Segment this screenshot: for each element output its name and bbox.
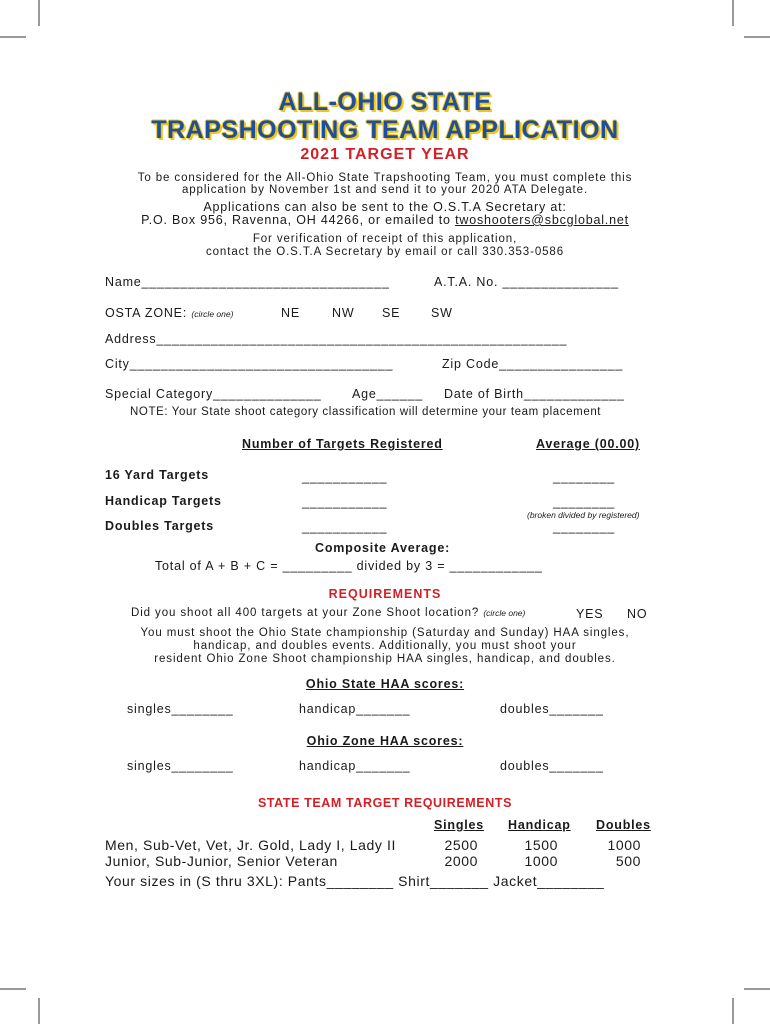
state-doubles-field[interactable]: doubles_______ <box>500 702 604 716</box>
crop-mark <box>38 0 40 26</box>
category-note: NOTE: Your State shoot category classification will determine your team placement <box>130 406 602 418</box>
team-row-label: Men, Sub-Vet, Vet, Jr. Gold, Lady I, Lady II <box>105 837 396 853</box>
requirements-body-3: resident Ohio Zone Shoot championship HAA singles, handicap, and doubles. <box>154 653 616 665</box>
team-row-handicap: 1500 <box>524 837 558 853</box>
crop-mark <box>744 36 770 38</box>
target-year: 2021 TARGET YEAR <box>300 146 470 163</box>
intro-line-2: application by November 1st and send it to your 2020 ATA Delegate. <box>181 184 589 196</box>
ohio-zone-haa-heading: Ohio Zone HAA scores: <box>306 734 464 748</box>
requirements-body-1: You must shoot the Ohio State championship (Saturday and Sunday) HAA singles, <box>140 627 630 639</box>
registered-doubles-field[interactable]: ___________ <box>302 520 388 534</box>
ohio-state-haa-heading: Ohio State HAA scores: <box>305 677 465 691</box>
zone-option-sw[interactable]: SW <box>431 306 453 320</box>
target-row-label: Doubles Targets <box>105 519 215 533</box>
crop-mark <box>732 998 734 1024</box>
answer-yes[interactable]: YES <box>576 607 604 621</box>
composite-average-label: Composite Average: <box>315 541 451 555</box>
composite-total-field[interactable]: Total of A + B + C = _________ divided by 3 = ____________ <box>155 559 543 573</box>
crop-mark <box>744 988 770 990</box>
average-handicap-field[interactable]: ________ <box>553 495 616 509</box>
col-handicap: Handicap <box>508 818 571 832</box>
target-row-label: Handicap Targets <box>105 494 222 508</box>
average-hint: (broken divided by registered) <box>527 510 640 520</box>
zone-label-text: OSTA ZONE: <box>105 306 188 320</box>
team-row-doubles: 1000 <box>607 837 641 853</box>
intro-line-1: To be considered for the All-Ohio State Trapshooting Team, you must complete this <box>137 172 633 184</box>
name-field[interactable]: Name________________________________ <box>105 275 390 289</box>
city-field[interactable]: City__________________________________ <box>105 357 394 371</box>
team-row-singles: 2500 <box>444 837 478 853</box>
zone-option-se[interactable]: SE <box>382 306 401 320</box>
question-text: Did you shoot all 400 targets at your Zone Shoot location? <box>131 607 480 619</box>
col-singles: Singles <box>434 818 485 832</box>
answer-no[interactable]: NO <box>627 607 648 621</box>
ata-number-field[interactable]: A.T.A. No. _______________ <box>434 275 619 289</box>
clothing-sizes-field[interactable]: Your sizes in (S thru 3XL): Pants________ Shirt_______ Jacket________ <box>105 873 605 889</box>
target-row-label: 16 Yard Targets <box>105 468 209 482</box>
title-line-2: TRAPSHOOTING TEAM APPLICATION <box>151 116 619 144</box>
team-row-singles: 2000 <box>444 853 478 869</box>
address-field[interactable]: Address_____________________________________________________ <box>105 332 568 346</box>
zone-shoot-question <box>131 607 525 619</box>
targets-registered-header: Number of Targets Registered <box>242 437 443 451</box>
requirements-body-2: handicap, and doubles events. Additionally, you must shoot your <box>193 640 577 652</box>
average-header: Average (00.00) <box>536 437 640 451</box>
average-16yd-field[interactable]: ________ <box>553 470 616 484</box>
zone-singles-field[interactable]: singles________ <box>127 759 234 773</box>
address-text: P.O. Box 956, Ravenna, OH 44266, or emailed to <box>141 213 456 227</box>
email-link[interactable]: twoshooters@sbcglobal.net <box>455 213 629 227</box>
intro-line-4 <box>0 213 770 227</box>
team-row-label: Junior, Sub-Junior, Senior Veteran <box>105 853 338 869</box>
team-row-doubles: 500 <box>615 853 641 869</box>
col-doubles: Doubles <box>596 818 651 832</box>
title-line-1: ALL-OHIO STATE <box>278 88 492 116</box>
osta-zone-label <box>105 306 233 320</box>
question-hint: (circle one) <box>483 608 526 618</box>
age-field[interactable]: Age______ <box>352 387 424 401</box>
zone-option-nw[interactable]: NW <box>332 306 355 320</box>
verify-line-2: contact the O.S.T.A Secretary by email or call 330.353-0586 <box>205 246 564 258</box>
state-singles-field[interactable]: singles________ <box>127 702 234 716</box>
crop-mark <box>0 988 26 990</box>
intro-line-3: Applications can also be sent to the O.S.T.A Secretary at: <box>203 200 567 214</box>
zone-option-ne[interactable]: NE <box>281 306 300 320</box>
crop-mark <box>38 998 40 1024</box>
average-doubles-field[interactable]: ________ <box>553 520 616 534</box>
date-of-birth-field[interactable]: Date of Birth_____________ <box>444 387 625 401</box>
verify-line-1: For verification of receipt of this application, <box>252 233 518 245</box>
state-handicap-field[interactable]: handicap_______ <box>299 702 411 716</box>
registered-16yd-field[interactable]: ___________ <box>302 470 388 484</box>
team-requirements-heading: STATE TEAM TARGET REQUIREMENTS <box>257 796 513 810</box>
zone-doubles-field[interactable]: doubles_______ <box>500 759 604 773</box>
special-category-field[interactable]: Special Category______________ <box>105 387 322 401</box>
zone-handicap-field[interactable]: handicap_______ <box>299 759 411 773</box>
requirements-heading: REQUIREMENTS <box>328 587 442 601</box>
registered-handicap-field[interactable]: ___________ <box>302 495 388 509</box>
crop-mark <box>0 36 26 38</box>
team-row-handicap: 1000 <box>524 853 558 869</box>
zone-hint: (circle one) <box>191 309 234 319</box>
crop-mark <box>732 0 734 26</box>
zip-code-field[interactable]: Zip Code________________ <box>442 357 624 371</box>
